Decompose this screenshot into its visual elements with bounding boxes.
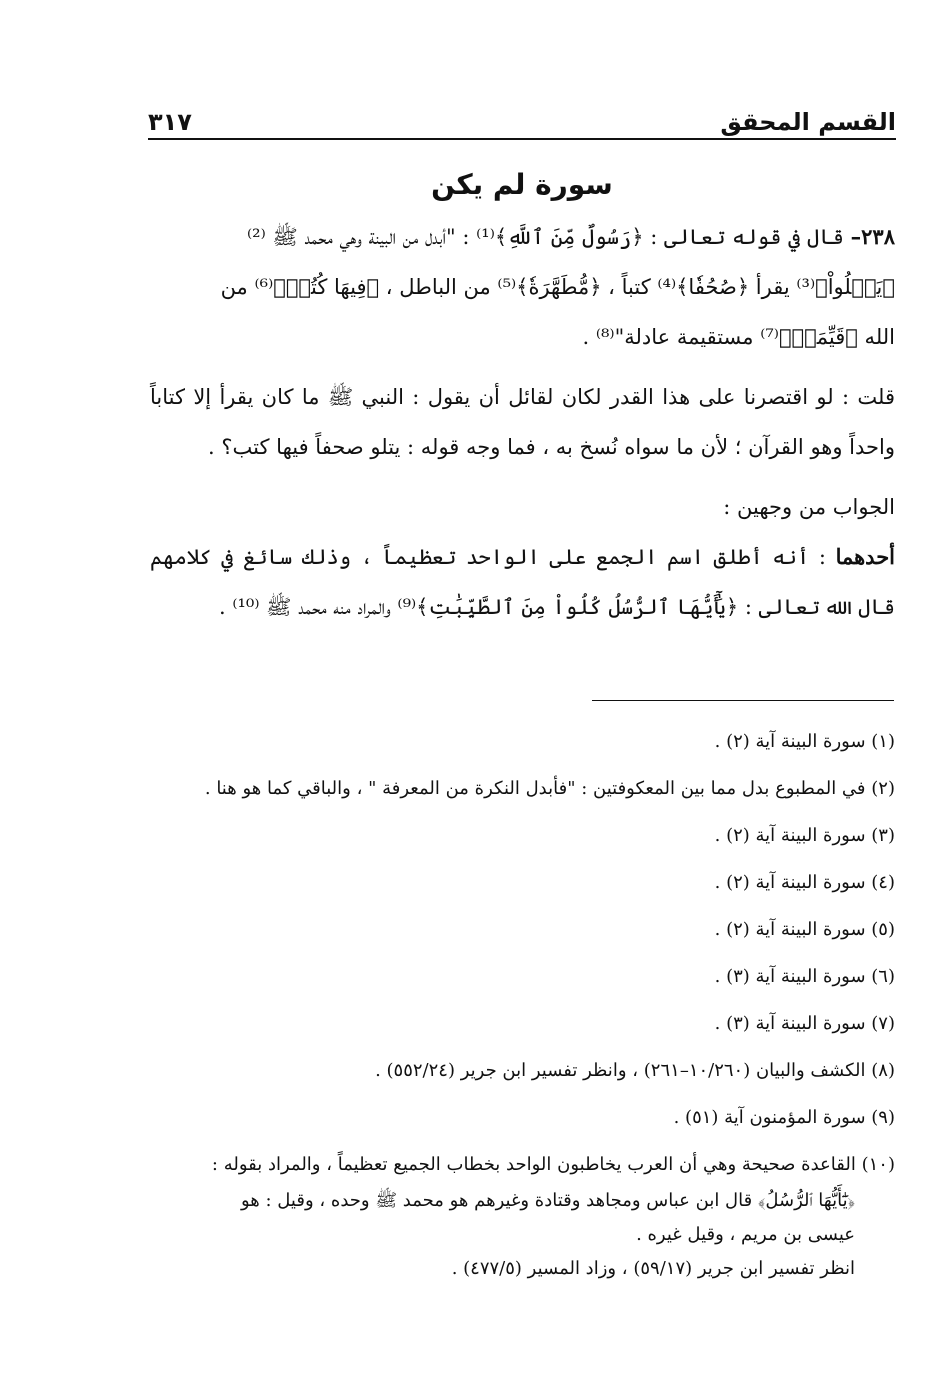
header-rule: [148, 138, 896, 140]
first-answer-label: أحدهما: [835, 544, 896, 569]
footnote-6: (٦) سورة البينة آية (٣) .: [714, 966, 895, 987]
footnote-rule: [592, 700, 894, 701]
footnotes: [150, 718, 895, 1286]
footnote-1: (١) سورة البينة آية (٢) .: [714, 731, 895, 752]
footnote-2: (٢) في المطبوع بدل مما بين المعكوفتين : "فأبدل النكرة من المعرفة " ، والباقي كما هو هنا .: [204, 778, 895, 799]
footnote-4: (٤) سورة البينة آية (٢) .: [714, 872, 895, 893]
answer-intro: الجواب من وجهين :: [723, 495, 895, 519]
page-number: ٣١٧: [148, 108, 192, 136]
entry-line-3: الله ﴿قَيِّمَةٞ﴾⁽⁷⁾ مستقيمة عادلة"⁽⁸⁾ .: [582, 325, 895, 349]
first-answer-paragraph: [150, 532, 895, 632]
footnote-9: (٩) سورة المؤمنون آية (٥١) .: [673, 1107, 895, 1128]
running-header: [148, 96, 896, 136]
surah-title: سورة لم يكن: [431, 168, 613, 201]
main-text: [150, 212, 895, 632]
footnote-7: (٧) سورة البينة آية (٣) .: [714, 1013, 895, 1034]
first-answer-text: : أنه أطلق اسم الجمع على الواحد تعظيماً ، وذلك سائغ في كلامهم قال الله تعالى : ﴿يَٰٓأَيُّهَا ٱلرُّسُلُ كُلُواْ مِنَ ٱلطَّيِّبَٰتِ﴾⁽⁹⁾ والمراد منه محمد ﷺ ⁽¹⁰⁾ .: [150, 545, 895, 619]
footnote-10-continuation-1: ﴿يَٰٓأَيُّهَا ٱلرُّسُلُ﴾ قال ابن عباس ومجاهد وقتادة وغيرهم هو محمد ﷺ وحده ، وقيل : هو: [240, 1190, 855, 1211]
footnote-5: (٥) سورة البينة آية (٢) .: [714, 919, 895, 940]
footnote-10: (١٠) القاعدة صحيحة وهي أن العرب يخاطبون الواحد بخطاب الجميع تعظيماً ، والمراد بقوله :: [211, 1154, 895, 1175]
section-name: القسم المحقق: [720, 108, 896, 136]
footnote-10-continuation-3: انظر تفسير ابن جرير (٥٩/١٧) ، وزاد المسير (٤٧٧/٥) .: [451, 1258, 855, 1279]
entry-line-1: [150, 212, 895, 262]
footnote-10-continuation-2: عيسى بن مريم ، وقيل غيره .: [636, 1224, 855, 1245]
footnote-8: (٨) الكشف والبيان (١٠/٢٦٠–٢٦١) ، وانظر تفسير ابن جرير (٥٥٢/٢٤) .: [375, 1060, 895, 1081]
question-paragraph: قلت : لو اقتصرنا على هذا القدر لكان لقائل أن يقول : النبي ﷺ ما كان يقرأ إلا كتاباً واحداً وهو القرآن ؛ لأن ما سواه نُسخ به ، فما وجه قوله : يتلو صحفاً فيها كتب؟ .: [150, 385, 895, 459]
entry-line-2: ﴿يَتۡلُواْ﴾⁽³⁾ يقرأ ﴿صُحُفٗا﴾⁽⁴⁾ كتباً ، ﴿مُّطَهَّرَةٗ﴾⁽⁵⁾ من الباطل ، ﴿فِيهَا كُتُبٞ﴾⁽⁶⁾ من: [220, 275, 895, 299]
footnote-3: (٣) سورة البينة آية (٢) .: [714, 825, 895, 846]
entry-text-1: قال في قوله تعالى : ﴿رَسُولٌ مِّنَ ٱللَّهِ﴾⁽¹⁾ : "أبدل من البينة وهي محمد ﷺ ⁽²⁾: [246, 225, 844, 249]
entry-number: ٢٣٨–: [850, 224, 895, 249]
